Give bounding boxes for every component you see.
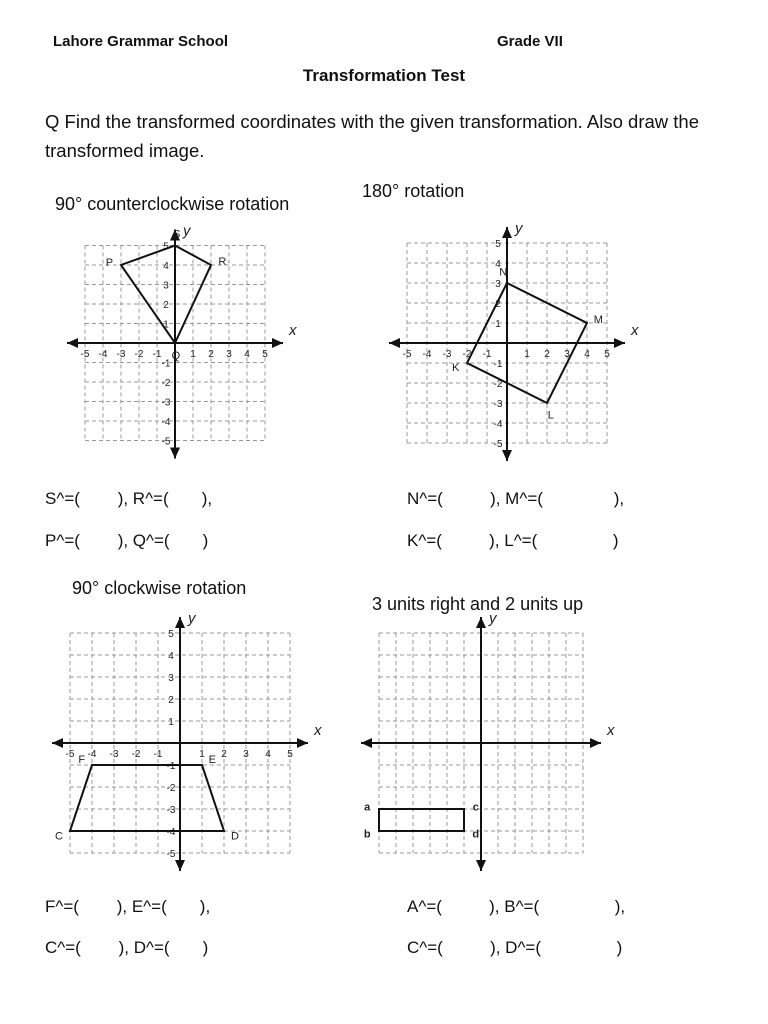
y-axis-label: y: [515, 220, 523, 237]
y-axis-label: y: [489, 610, 497, 627]
answer-line-n-m: N^=( ), M^=( ),: [407, 489, 625, 508]
answer-line-p-q: P^=( ), Q^=( ): [45, 531, 209, 550]
x-tick-label: 4: [265, 749, 271, 760]
x-tick-label: 5: [287, 749, 293, 760]
x-tick-label: -1: [153, 749, 163, 760]
y-tick-label: 4: [495, 259, 501, 270]
x-tick-label: -5: [80, 349, 90, 360]
caption-ccw-rotation: 90° counterclockwise rotation: [55, 194, 290, 214]
vertex-label: c: [472, 801, 479, 814]
x-tick-label: -5: [65, 749, 75, 760]
vertex-label: b: [363, 828, 371, 841]
x-tick-label: -4: [87, 749, 97, 760]
answer-line-k-l: K^=( ), L^=( ): [407, 531, 619, 550]
x-tick-label: 1: [190, 349, 196, 360]
school-name: Lahore Grammar School: [53, 33, 229, 50]
vertex-label: Q: [171, 349, 181, 362]
x-tick-label: 4: [244, 349, 250, 360]
x-tick-label: -1: [152, 349, 162, 360]
x-tick-label: -2: [131, 749, 141, 760]
y-tick-label: 2: [163, 300, 169, 311]
x-axis-arrow-left: [361, 738, 372, 748]
x-tick-label: 3: [564, 349, 570, 360]
vertex-label: R: [218, 256, 227, 269]
y-tick-label: -3: [493, 399, 503, 410]
vertex-label: E: [208, 753, 216, 766]
caption-180-rotation: 180° rotation: [362, 181, 465, 201]
x-tick-label: -2: [462, 349, 472, 360]
y-tick-label: 3: [495, 279, 501, 290]
x-axis-label: x: [314, 722, 322, 739]
x-tick-label: 1: [524, 349, 530, 360]
x-tick-label: 5: [262, 349, 268, 360]
y-tick-label: -2: [493, 379, 503, 390]
grade-label: Grade VII: [497, 33, 563, 50]
answer-line-f-e: F^=( ), E^=( ),: [45, 897, 211, 916]
y-tick-label: -3: [161, 397, 171, 409]
y-tick-label: 5: [163, 241, 169, 253]
x-axis-arrow-right: [590, 738, 601, 748]
y-tick-label: 1: [495, 319, 501, 330]
vertex-label: F: [78, 753, 86, 766]
x-axis-label: x: [607, 722, 615, 739]
y-axis-label: y: [183, 222, 191, 240]
x-tick-label: 4: [584, 349, 590, 360]
y-tick-label: 1: [168, 717, 174, 728]
y-tick-label: 5: [495, 239, 501, 250]
y-tick-label: 3: [168, 673, 174, 684]
vertex-label: P: [105, 256, 114, 269]
question-text: Q Find the transformed coordinates with the given transformation. Also draw the transformed image.: [45, 111, 699, 161]
vertex-label: D: [231, 830, 240, 843]
vertex-label: K: [451, 361, 460, 374]
x-tick-label: -2: [134, 349, 144, 360]
vertex-label: C: [54, 830, 63, 843]
x-tick-label: -4: [98, 349, 108, 360]
y-axis-label: y: [188, 610, 196, 627]
y-tick-label: 4: [163, 261, 169, 272]
y-axis-arrow-down: [476, 860, 486, 871]
y-tick-label: 1: [163, 319, 169, 331]
answer-line-c-d: C^=( ), D^=( ): [45, 938, 209, 957]
x-tick-label: 2: [544, 349, 550, 360]
y-tick-label: 5: [168, 629, 174, 640]
vertex-label: S: [173, 228, 181, 241]
y-tick-label: 3: [163, 280, 169, 292]
y-tick-label: -1: [161, 358, 171, 370]
x-tick-label: -4: [422, 349, 432, 360]
x-tick-label: -3: [442, 349, 452, 360]
y-tick-label: -1: [166, 761, 176, 772]
y-tick-label: -5: [166, 849, 176, 860]
x-tick-label: 3: [243, 749, 249, 760]
x-tick-label: 5: [604, 349, 610, 360]
y-tick-label: 2: [168, 695, 174, 706]
y-tick-label: 2: [495, 299, 501, 310]
y-tick-label: -1: [493, 359, 503, 370]
x-tick-label: -3: [116, 349, 126, 360]
x-axis-label: x: [631, 322, 639, 339]
y-axis-arrow-up: [476, 617, 486, 628]
y-tick-label: -2: [161, 378, 171, 389]
answer-line-c-d-translation: C^=( ), D^=( ): [407, 938, 623, 957]
x-tick-label: -3: [109, 749, 119, 760]
y-tick-label: -5: [493, 439, 503, 450]
x-tick-label: -1: [482, 349, 492, 360]
y-tick-label: -5: [161, 436, 171, 448]
x-tick-label: -5: [402, 349, 412, 360]
y-tick-label: -3: [166, 805, 176, 816]
x-axis-label: x: [289, 322, 297, 339]
caption-translation: 3 units right and 2 units up: [372, 594, 584, 614]
x-tick-label: 1: [199, 749, 205, 760]
x-tick-label: 2: [208, 349, 214, 360]
y-tick-label: 4: [168, 651, 174, 662]
y-tick-label: -4: [166, 827, 176, 838]
y-tick-label: -4: [493, 419, 503, 430]
y-tick-label: -2: [166, 783, 176, 794]
vertex-label: d: [472, 828, 480, 841]
x-tick-label: 3: [226, 349, 232, 360]
vertex-label: a: [364, 801, 371, 814]
vertex-label: L: [547, 409, 554, 422]
answer-line-a-b: A^=( ), B^=( ),: [407, 897, 626, 916]
caption-cw-rotation: 90° clockwise rotation: [72, 578, 247, 598]
shape-outline: [379, 809, 464, 831]
answer-line-s-r: S^=( ), R^=( ),: [45, 489, 213, 508]
vertex-label: N: [499, 266, 508, 279]
y-tick-label: -4: [161, 417, 171, 428]
x-tick-label: 2: [221, 749, 227, 760]
test-title: Transformation Test: [302, 66, 466, 85]
vertex-label: M: [593, 314, 603, 327]
